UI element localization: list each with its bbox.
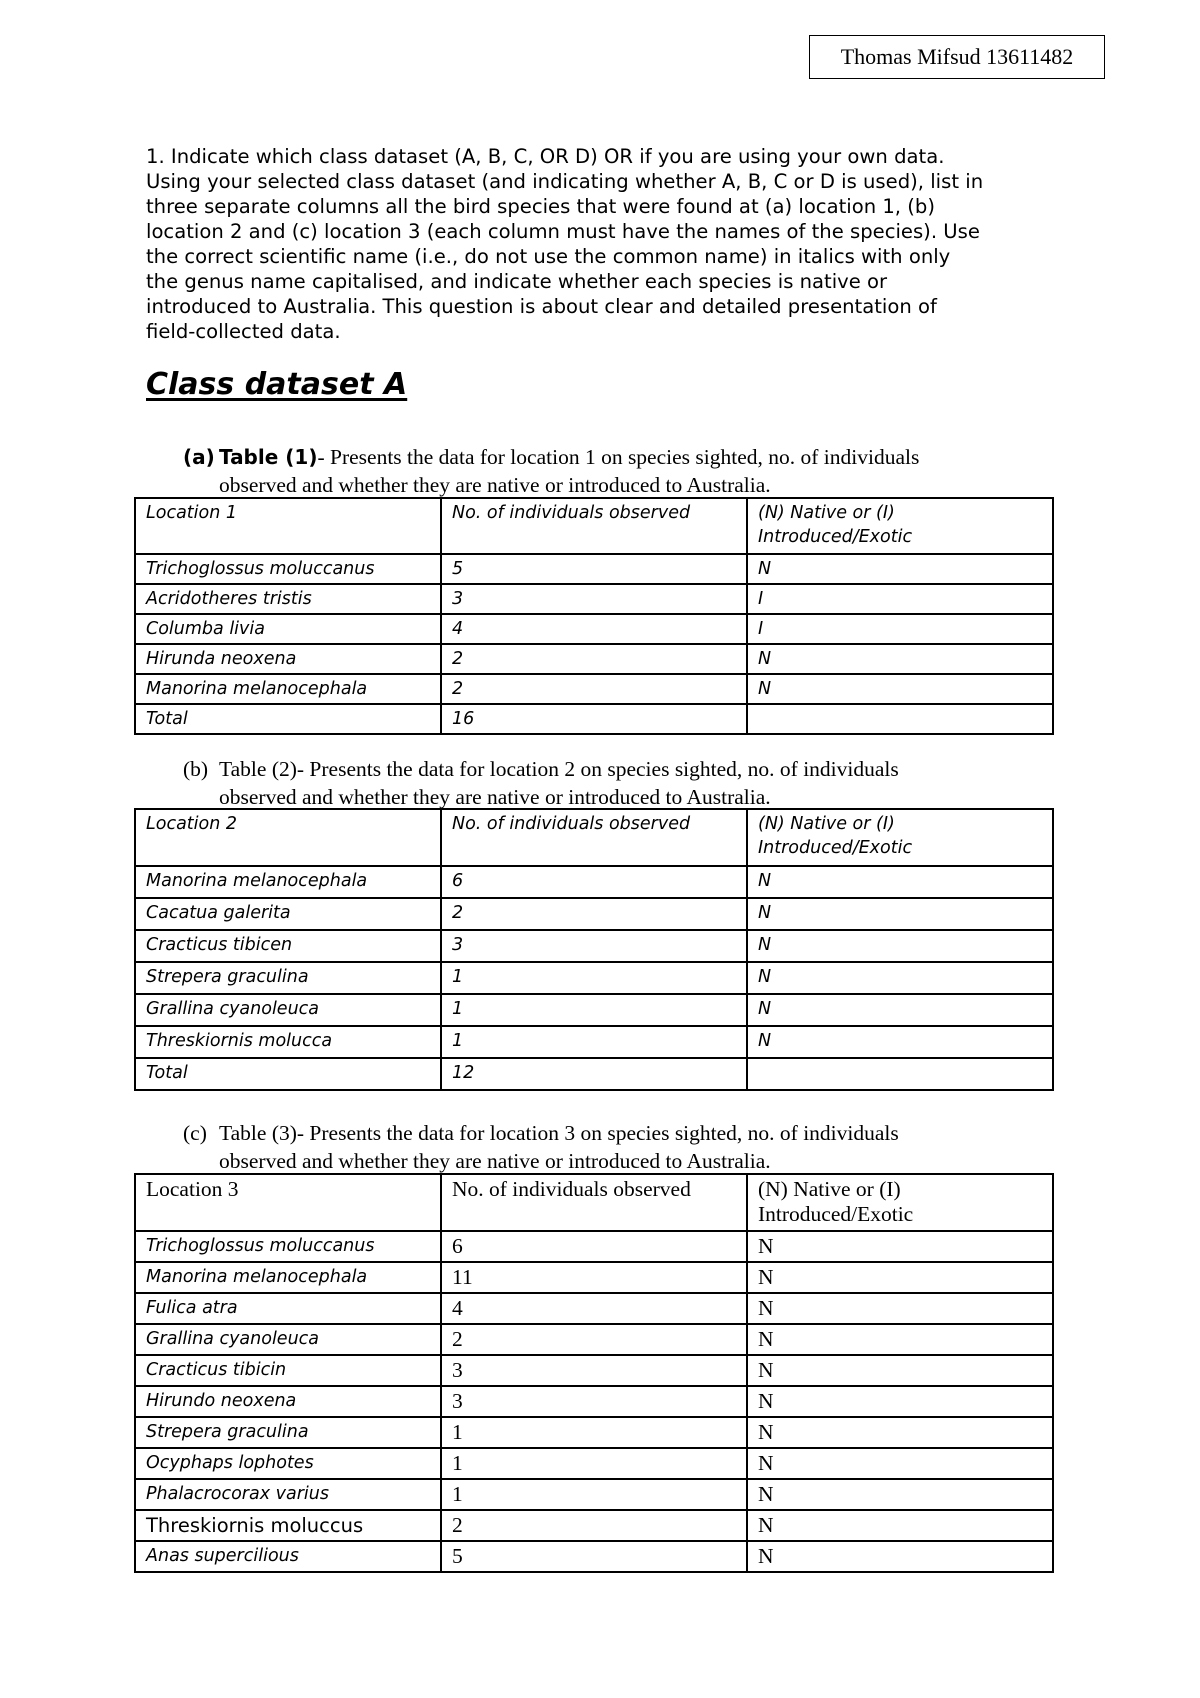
species-cell: Manorina melanocephala	[135, 1262, 441, 1293]
total-label: Total	[135, 704, 441, 734]
header-count: No. of individuals observed	[441, 498, 747, 554]
status-cell: N	[747, 962, 1053, 994]
species-cell: Cacatua galerita	[135, 898, 441, 930]
caption-letter: (b)	[183, 757, 209, 781]
species-cell: Cracticus tibicen	[135, 930, 441, 962]
status-cell: N	[747, 1231, 1053, 1262]
species-cell: Strepera graculina	[135, 962, 441, 994]
caption-text: - Presents the data for location 3 on species sighted, no. of individuals	[296, 1121, 899, 1145]
status-cell: N	[747, 1417, 1053, 1448]
status-cell: N	[747, 1324, 1053, 1355]
total-label: Total	[135, 1058, 441, 1090]
header-status: (N) Native or (I) Introduced/Exotic	[747, 1174, 1053, 1231]
dataset-heading: Class dataset A	[146, 367, 408, 402]
species-cell: Ocyphaps lophotes	[135, 1448, 441, 1479]
total-count: 12	[441, 1058, 747, 1090]
species-cell: Hirunda neoxena	[135, 644, 441, 674]
table-row	[135, 1262, 1053, 1293]
status-cell: I	[747, 614, 1053, 644]
header-count: No. of individuals observed	[441, 809, 747, 866]
count-cell: 4	[441, 1293, 747, 1324]
species-cell: Manorina melanocephala	[135, 674, 441, 704]
table-row	[135, 930, 1053, 962]
table-2-caption	[183, 755, 1063, 811]
count-cell: 3	[441, 1386, 747, 1417]
species-cell: Phalacrocorax varius	[135, 1479, 441, 1510]
table-header-row	[135, 1174, 1053, 1231]
count-cell: 2	[441, 1324, 747, 1355]
status-cell: I	[747, 584, 1053, 614]
location-2-table	[134, 808, 1054, 1091]
species-cell: Columba livia	[135, 614, 441, 644]
table-row	[135, 1231, 1053, 1262]
status-cell: N	[747, 1510, 1053, 1541]
count-cell: 2	[441, 644, 747, 674]
total-status	[747, 704, 1053, 734]
status-cell: N	[747, 1386, 1053, 1417]
status-cell: N	[747, 930, 1053, 962]
table-row	[135, 1293, 1053, 1324]
count-cell: 1	[441, 1026, 747, 1058]
table-row	[135, 1386, 1053, 1417]
status-cell: N	[747, 1541, 1053, 1572]
table-row	[135, 962, 1053, 994]
count-cell: 6	[441, 1231, 747, 1262]
status-cell: N	[747, 866, 1053, 898]
species-cell: Grallina cyanoleuca	[135, 994, 441, 1026]
table-row	[135, 644, 1053, 674]
caption-text: - Presents the data for location 1 on species sighted, no. of individuals	[317, 445, 920, 469]
table-header-row	[135, 809, 1053, 866]
species-cell: Grallina cyanoleuca	[135, 1324, 441, 1355]
caption-continuation: observed and whether they are native or introduced to Australia.	[219, 785, 771, 809]
header-count: No. of individuals observed	[441, 1174, 747, 1231]
count-cell: 2	[441, 898, 747, 930]
count-cell: 1	[441, 1479, 747, 1510]
table-row	[135, 994, 1053, 1026]
total-count: 16	[441, 704, 747, 734]
count-cell: 3	[441, 930, 747, 962]
table-1-caption	[183, 443, 1063, 499]
status-cell: N	[747, 1355, 1053, 1386]
total-status	[747, 1058, 1053, 1090]
species-cell: Trichoglossus moluccanus	[135, 554, 441, 584]
table-row	[135, 1510, 1053, 1541]
status-cell: N	[747, 994, 1053, 1026]
count-cell: 11	[441, 1262, 747, 1293]
caption-label: Table (2)	[219, 757, 297, 781]
status-cell: N	[747, 674, 1053, 704]
author-name-box: Thomas Mifsud 13611482	[809, 35, 1105, 79]
status-cell: N	[747, 1026, 1053, 1058]
table-row	[135, 584, 1053, 614]
caption-label: Table (3)	[219, 1121, 297, 1145]
count-cell: 3	[441, 584, 747, 614]
location-1-table	[134, 497, 1054, 735]
table-row	[135, 866, 1053, 898]
caption-letter: (c)	[183, 1121, 207, 1145]
caption-label: Table (1)	[219, 445, 318, 469]
status-cell: N	[747, 1262, 1053, 1293]
count-cell: 1	[441, 1417, 747, 1448]
table-row	[135, 1541, 1053, 1572]
count-cell: 5	[441, 1541, 747, 1572]
status-cell: N	[747, 644, 1053, 674]
count-cell: 5	[441, 554, 747, 584]
species-cell: Cracticus tibicin	[135, 1355, 441, 1386]
caption-text: - Presents the data for location 2 on species sighted, no. of individuals	[296, 757, 899, 781]
status-cell: N	[747, 554, 1053, 584]
header-status: (N) Native or (I) Introduced/Exotic	[747, 809, 1053, 866]
header-status: (N) Native or (I) Introduced/Exotic	[747, 498, 1053, 554]
table-row	[135, 1324, 1053, 1355]
location-3-table	[134, 1173, 1054, 1573]
species-cell: Acridotheres tristis	[135, 584, 441, 614]
table-row	[135, 1417, 1053, 1448]
species-cell: Hirundo neoxena	[135, 1386, 441, 1417]
species-cell: Threskiornis moluccus	[135, 1510, 441, 1541]
table-row	[135, 1026, 1053, 1058]
caption-continuation: observed and whether they are native or introduced to Australia.	[219, 473, 771, 497]
question-text: 1. Indicate which class dataset (A, B, C, OR D) OR if you are using your own data. Using your selected class dataset (and indicating whether A, B, C or D is used), list in three separate columns all the bird species that were found at (a) location 1, (b) location 2 and (c) location 3 (each column must have the names of the species). Use the correct scientific name (i.e., do not use the common name) in italics with only the genus name capitalised, and indicate whether each species is native or introduced to Australia. This question is about clear and detailed presentation of field-collected data.	[146, 145, 984, 343]
count-cell: 4	[441, 614, 747, 644]
count-cell: 1	[441, 962, 747, 994]
species-cell: Trichoglossus moluccanus	[135, 1231, 441, 1262]
count-cell: 1	[441, 1448, 747, 1479]
header-location: Location 3	[135, 1174, 441, 1231]
count-cell: 2	[441, 1510, 747, 1541]
table-row	[135, 898, 1053, 930]
count-cell: 3	[441, 1355, 747, 1386]
total-row	[135, 1058, 1053, 1090]
count-cell: 6	[441, 866, 747, 898]
species-cell: Threskiornis molucca	[135, 1026, 441, 1058]
status-cell: N	[747, 1448, 1053, 1479]
species-cell: Fulica atra	[135, 1293, 441, 1324]
species-cell: Strepera graculina	[135, 1417, 441, 1448]
caption-letter: (a)	[183, 445, 215, 469]
table-row	[135, 674, 1053, 704]
species-cell: Anas supercilious	[135, 1541, 441, 1572]
header-location: Location 2	[135, 809, 441, 866]
table-row	[135, 1355, 1053, 1386]
table-header-row	[135, 498, 1053, 554]
table-3-caption	[183, 1119, 1063, 1175]
total-row	[135, 704, 1053, 734]
table-row	[135, 554, 1053, 584]
table-row	[135, 1448, 1053, 1479]
status-cell: N	[747, 898, 1053, 930]
count-cell: 1	[441, 994, 747, 1026]
species-cell: Manorina melanocephala	[135, 866, 441, 898]
table-row	[135, 1479, 1053, 1510]
count-cell: 2	[441, 674, 747, 704]
table-row	[135, 614, 1053, 644]
header-location: Location 1	[135, 498, 441, 554]
status-cell: N	[747, 1293, 1053, 1324]
caption-continuation: observed and whether they are native or introduced to Australia.	[219, 1149, 771, 1173]
status-cell: N	[747, 1479, 1053, 1510]
